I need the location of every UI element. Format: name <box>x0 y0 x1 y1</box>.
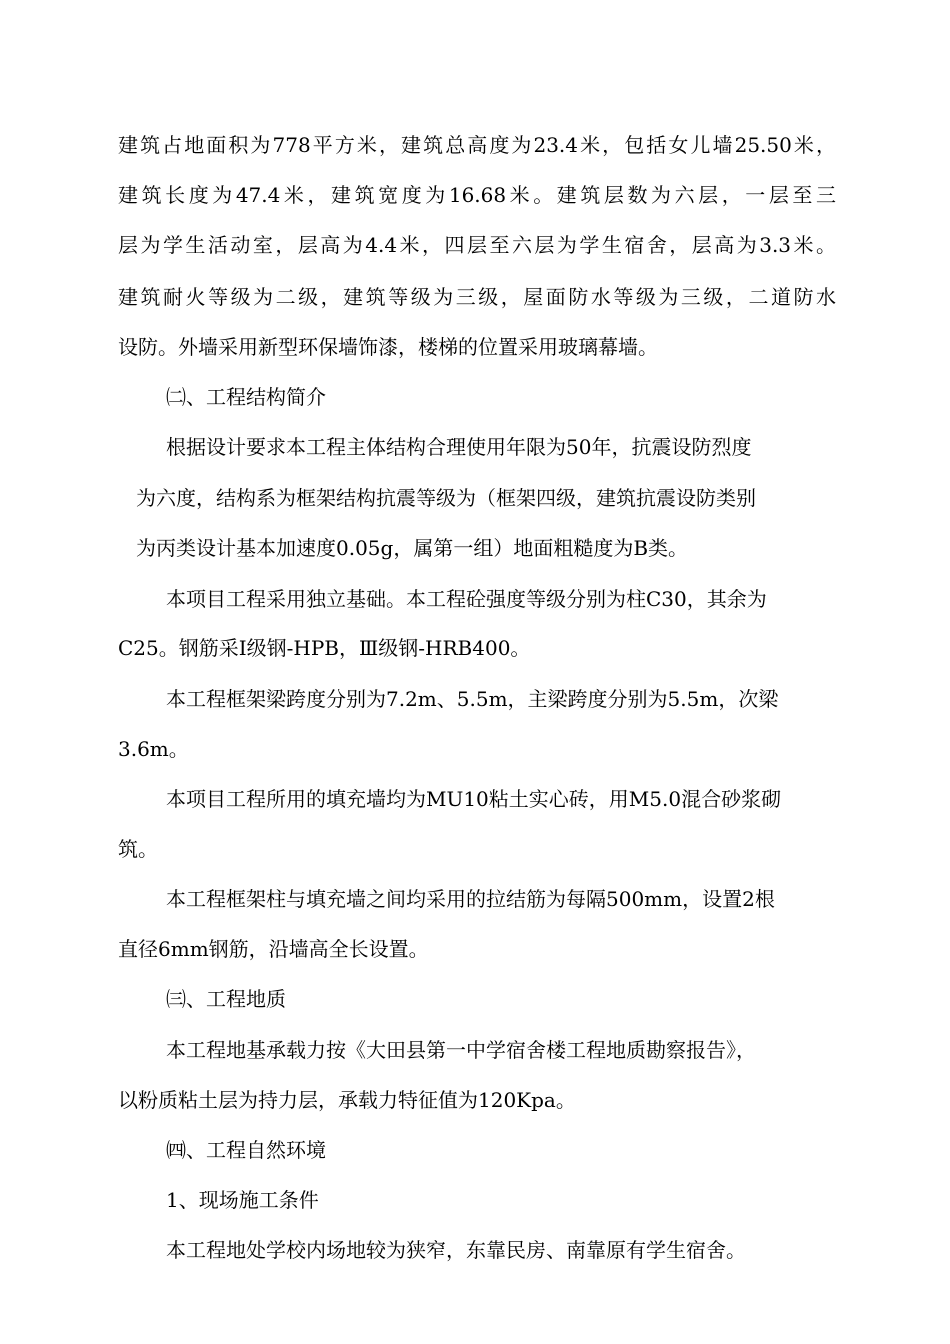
paragraph-line: 本工程地处学校内场地较为狭窄，东靠民房、南靠原有学生宿舍。 <box>166 1238 746 1262</box>
paragraph-line: 建筑占地面积为778平方米，建筑总高度为23.4米，包括女儿墙25.50米， <box>118 133 836 157</box>
paragraph-line: 本工程框架梁跨度分别为7.2m、5.5m，主梁跨度分别为5.5m，次梁 <box>166 687 779 711</box>
paragraph-line: 本项目工程所用的填充墙均为MU10粘土实心砖，用M5.0混合砂浆砌 <box>166 787 782 811</box>
paragraph-line: 层为学生活动室，层高为4.4米，四层至六层为学生宿舍，层高为3.3米。 <box>118 233 836 257</box>
paragraph-line: 本项目工程采用独立基础。本工程砼强度等级分别为柱C30，其余为 <box>166 587 767 611</box>
paragraph-line: 建筑长度为47.4米，建筑宽度为16.68米。建筑层数为六层，一层至三 <box>118 183 836 207</box>
section-heading-structure: ㈡、工程结构简介 <box>166 385 326 409</box>
paragraph-line: 为丙类设计基本加速度0.05g，属第一组）地面粗糙度为B类。 <box>136 536 689 560</box>
paragraph-line: 以粉质粘土层为持力层，承载力特征值为120Kpa。 <box>118 1088 576 1112</box>
section-heading-environment: ㈣、工程自然环境 <box>166 1138 326 1162</box>
paragraph-line: 为六度，结构系为框架结构抗震等级为（框架四级，建筑抗震设防类别 <box>136 486 756 510</box>
subsection-heading-site-conditions: 1、现场施工条件 <box>166 1188 319 1212</box>
paragraph-line: 本工程地基承载力按《大田县第一中学宿舍楼工程地质勘察报告》， <box>166 1038 756 1062</box>
paragraph-line: 根据设计要求本工程主体结构合理使用年限为50年，抗震设防烈度 <box>166 435 752 459</box>
paragraph-line: 设防。外墙采用新型环保墙饰漆，楼梯的位置采用玻璃幕墙。 <box>118 335 658 359</box>
paragraph-line: 筑。 <box>118 837 158 861</box>
paragraph-line: C25。钢筋采Ⅰ级钢-HPB，Ⅲ级钢-HRB400。 <box>118 636 531 660</box>
paragraph-line: 3.6m。 <box>118 737 189 761</box>
section-heading-geology: ㈢、工程地质 <box>166 987 286 1011</box>
paragraph-line: 本工程框架柱与填充墙之间均采用的拉结筋为每隔500mm，设置2根 <box>166 887 775 911</box>
paragraph-line: 直径6mm钢筋，沿墙高全长设置。 <box>118 937 429 961</box>
paragraph-line: 建筑耐火等级为二级，建筑等级为三级，屋面防水等级为三级，二道防水 <box>118 285 836 309</box>
